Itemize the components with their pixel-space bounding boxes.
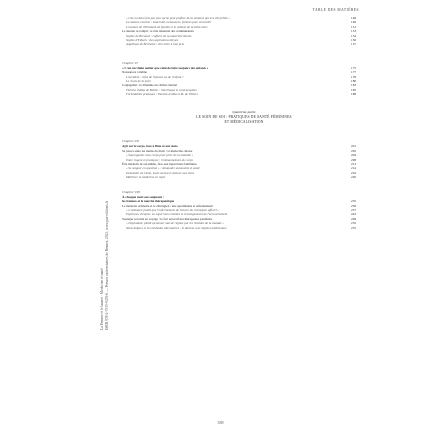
toc-entry-label: La maison conclue : maternité, naissances, femmes pour accueillir	[126, 20, 212, 25]
side-copyright-note	[100, 201, 110, 330]
page-number: 185	[351, 87, 356, 92]
page-number: 216	[351, 170, 356, 175]
page-number: 213	[351, 162, 356, 167]
side-note-line-1: La Femme et le lazaret · Medecine et santé	[100, 268, 104, 330]
toc-entry-label: Être médecin de soi-même, face aux injonctions familiales	[122, 162, 197, 167]
toc-entry-label: Demander de l'aide, mais surtout le donner aux siens	[126, 170, 195, 175]
toc-section-chapter-6	[122, 70, 356, 96]
page-number: 178	[351, 74, 356, 79]
page-folio: 339	[217, 420, 224, 425]
toc-entry	[122, 226, 356, 230]
chapter-label: Chapitre VIII	[122, 189, 140, 194]
page-number: 153	[351, 29, 356, 34]
toc-entry-label: « Se soigner en question » : demander autonomie et santé	[126, 166, 200, 171]
side-note-line-2: ISBN 978-2-7535-9476-6 — Presses universitaires de Rennes, 2023, www.pur-editions.fr	[105, 200, 109, 330]
toc-section-chapter-8	[122, 204, 356, 230]
table-of-contents	[122, 16, 356, 230]
page-number: 183	[351, 83, 356, 88]
page-number: 237	[351, 207, 356, 212]
page-number: 188	[351, 92, 356, 97]
part-title-line-1: LE SOIN DE SOI : PRATIQUES DE SANTÉ FÉMININES	[196, 115, 292, 120]
page-number: 151	[351, 24, 356, 29]
page-number: 202	[351, 148, 356, 153]
chapter-title-text: les femmes et le marché thérapeutique	[122, 199, 175, 204]
chapter-label: Chapitre VI	[122, 60, 138, 65]
page-number: 154	[351, 33, 356, 38]
toc-entry-label: Saint-Sulpice et les méthodes alternatives : le docteur aux régimes médicinaux	[126, 225, 227, 230]
chapter-title-text: Agir sur le corps, face à Dieu et aux siens	[122, 144, 178, 149]
toc-entry-label: Conjugalité : le dilemme du célibat charnel	[122, 83, 178, 88]
toc-entry-label: Sophie d'Elbach : des aspirations déçues	[126, 37, 179, 42]
page-number: 236	[351, 203, 356, 208]
toc-entry-label: Le choix de la mère	[126, 78, 152, 83]
page-number: 149	[351, 20, 356, 25]
toc-entry-label: « L'ordinaire plutôt que l'enfermement de l'œuvre du chirurgien officiel »	[126, 207, 220, 212]
page-number: 157	[351, 42, 356, 47]
toc-entry-label: Angélique de Bertholet : être mère à tout prix	[126, 42, 185, 47]
toc-entry	[122, 175, 356, 179]
page-number: 156	[351, 37, 356, 42]
page-number: 220	[351, 175, 356, 180]
toc-entry-label: L'examen de l'Elisabeth de famille et le cabinet de la belle-mère	[126, 24, 208, 29]
toc-entry-label: Le médecin ordinaire et le chirurgien : une quotidienne et enfermement	[122, 203, 213, 208]
page-number: 255	[351, 225, 356, 230]
toc-entry-label: Espérance d'espoir, un expert des remèdes et l'enseignement de l'accouchement	[126, 212, 228, 217]
chapter-title-text: « C'est un vilain métier que celui de faire toujours des enfants »	[122, 65, 209, 70]
page-number: 177	[351, 70, 356, 75]
running-head: TABLE DES MATIÈRES	[312, 8, 359, 12]
page-number: 243	[351, 212, 356, 217]
page-number: 204	[351, 153, 356, 158]
toc-entry-label: Formidables pratiques : Pauline d'Alba et M. de Villiers	[126, 92, 198, 97]
toc-entry-label: Naissances à même	[122, 70, 147, 75]
toc-entry-label: « Une ou deux fois par jour qu'on peut profiter de la semaine qui m'a été prêtée »	[126, 16, 231, 20]
toc-entry-label: Le dernier accompli : le rôle maternel des communautés	[122, 29, 194, 34]
toc-entry	[122, 92, 356, 96]
toc-entry-label: « Dependant, plutôt qu'amour mal de régime par les remèdes de la malade »	[126, 221, 224, 226]
page-number: 180	[351, 78, 356, 83]
page-number: 175	[351, 65, 356, 70]
page-number: 208	[351, 157, 356, 162]
toc-entry-label: Entre l'agent et pratiques : l'embaumement du corps	[126, 157, 193, 162]
toc-section-top	[122, 16, 356, 47]
part-title-line-2: ET MÉDICALISATION	[224, 120, 264, 125]
page-number: 148	[351, 16, 356, 20]
toc-entry	[122, 42, 356, 46]
toc-entry-label: Se placer entre les mains du divin : la médecine céleste	[122, 148, 193, 153]
page-number: 201	[351, 144, 356, 149]
page-number: 252	[351, 221, 356, 226]
part-heading	[122, 110, 356, 125]
toc-entry-label: Sophie de Bernard : l'affaire de la maternité dévote	[126, 33, 192, 38]
chapter-label: Chapitre VII	[122, 139, 139, 144]
part-label: Quatrième partie	[232, 110, 256, 115]
page-number: 248	[351, 216, 356, 221]
page-number: 214	[351, 166, 356, 171]
toc-entry-label: L'accident : refus de l'épouse ou de l'enfant ?	[126, 74, 184, 79]
toc-section-chapter-7	[122, 149, 356, 180]
toc-entry-label: Thérèse d'Alba de Bellier : libertinage et contraception	[126, 87, 197, 92]
toc-entry-label: Soulager son mal en voyage : le fort attractif des thérapeutes parallèles	[122, 216, 213, 221]
toc-entry-label: « Sauvegarder mon corps pour prier de la maladie »	[126, 153, 194, 158]
chapter-title-line-1: À chaque mal son soignant :	[122, 194, 165, 199]
page-number: 235	[351, 199, 356, 204]
toc-entry-label: Maîtriser la médecine en règle	[126, 175, 166, 180]
